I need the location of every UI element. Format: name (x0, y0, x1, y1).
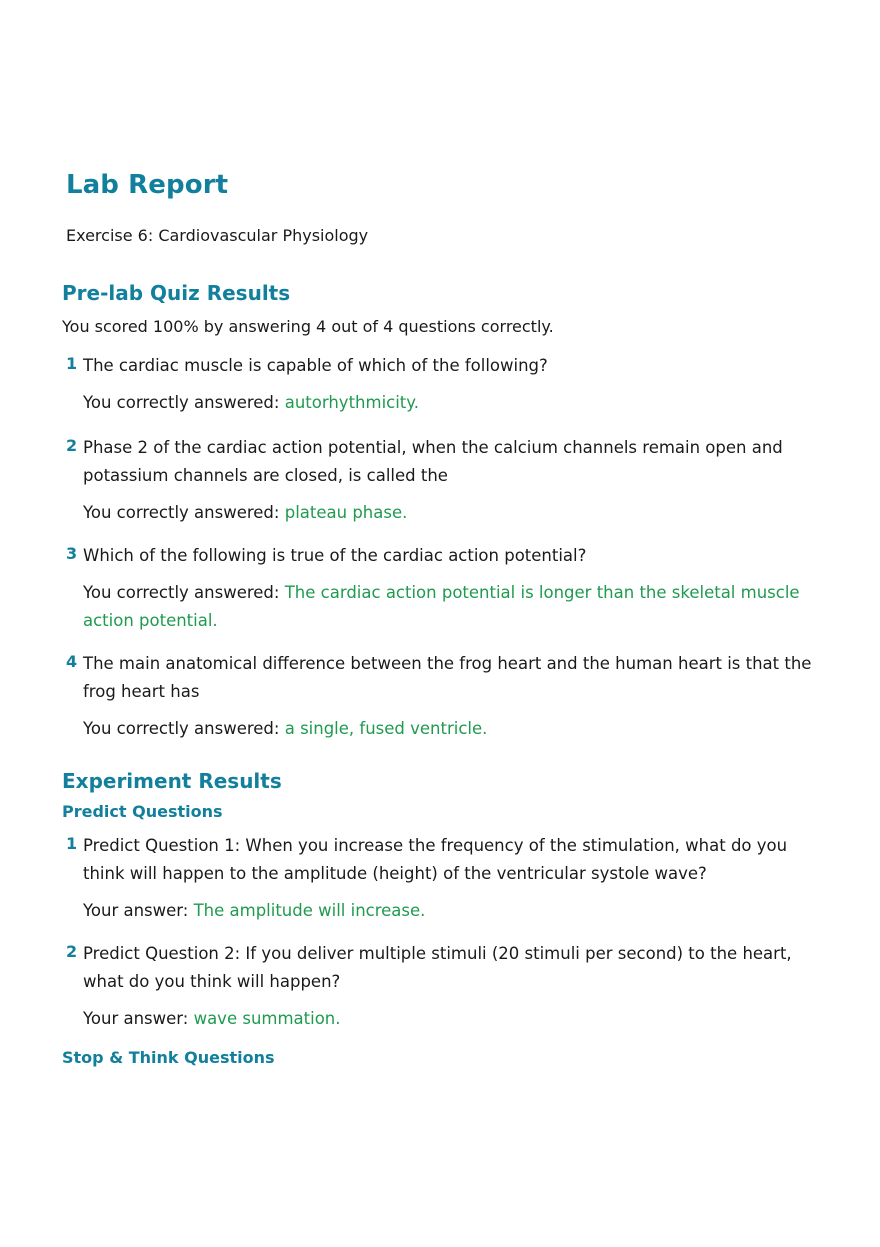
question-number: 1 (66, 354, 78, 373)
question-number: 3 (66, 544, 78, 563)
question-answer (83, 389, 832, 417)
answer-value: wave summation. (193, 1009, 341, 1028)
question-number: 2 (66, 436, 78, 455)
question-answer (83, 897, 832, 925)
prelab-question (62, 434, 832, 527)
question-text: Phase 2 of the cardiac action potential, when the calcium channels remain open and potassium channels are closed, is called the (83, 438, 783, 485)
exercise-subtitle: Exercise 6: Cardiovascular Physiology (66, 226, 369, 245)
question-text: Predict Question 2: If you deliver multiple stimuli (20 stimuli per second) to the heart, what do you think will happen? (83, 944, 792, 991)
question-answer (83, 715, 832, 743)
answer-prefix: Your answer: (83, 1009, 194, 1028)
question-text: Which of the following is true of the cardiac action potential? (83, 546, 587, 565)
answer-prefix: You correctly answered: (83, 503, 285, 522)
answer-prefix: You correctly answered: (83, 719, 285, 738)
question-number: 2 (66, 942, 78, 961)
question-answer (83, 499, 832, 527)
answer-value: The amplitude will increase. (193, 901, 426, 920)
prelab-score-summary: You scored 100% by answering 4 out of 4 questions correctly. (62, 317, 554, 336)
answer-value: autorhythmicity. (284, 393, 419, 412)
prelab-question (62, 352, 832, 417)
page-title: Lab Report (66, 170, 229, 200)
question-text: The cardiac muscle is capable of which of the following? (83, 356, 548, 375)
question-answer (83, 579, 832, 635)
predict-question (62, 832, 832, 925)
answer-value: plateau phase. (284, 503, 408, 522)
answer-prefix: You correctly answered: (83, 393, 285, 412)
predict-question (62, 940, 832, 1033)
stop-think-heading: Stop & Think Questions (62, 1048, 275, 1067)
question-text: The main anatomical difference between the frog heart and the human heart is that the frog heart has (83, 654, 812, 701)
question-answer (83, 1005, 832, 1033)
answer-value: a single, fused ventricle. (284, 719, 488, 738)
answer-value: The cardiac action potential is longer than the skeletal muscle action potential. (83, 583, 800, 630)
question-number: 1 (66, 834, 78, 853)
question-number: 4 (66, 652, 78, 671)
answer-prefix: You correctly answered: (83, 583, 285, 602)
question-text: Predict Question 1: When you increase the frequency of the stimulation, what do you think will happen to the amplitude (height) of the ventricular systole wave? (83, 836, 788, 883)
prelab-question (62, 542, 832, 635)
experiment-results-heading: Experiment Results (62, 769, 282, 793)
predict-questions-heading: Predict Questions (62, 802, 223, 821)
answer-prefix: Your answer: (83, 901, 194, 920)
prelab-heading: Pre-lab Quiz Results (62, 281, 291, 305)
prelab-question (62, 650, 832, 743)
